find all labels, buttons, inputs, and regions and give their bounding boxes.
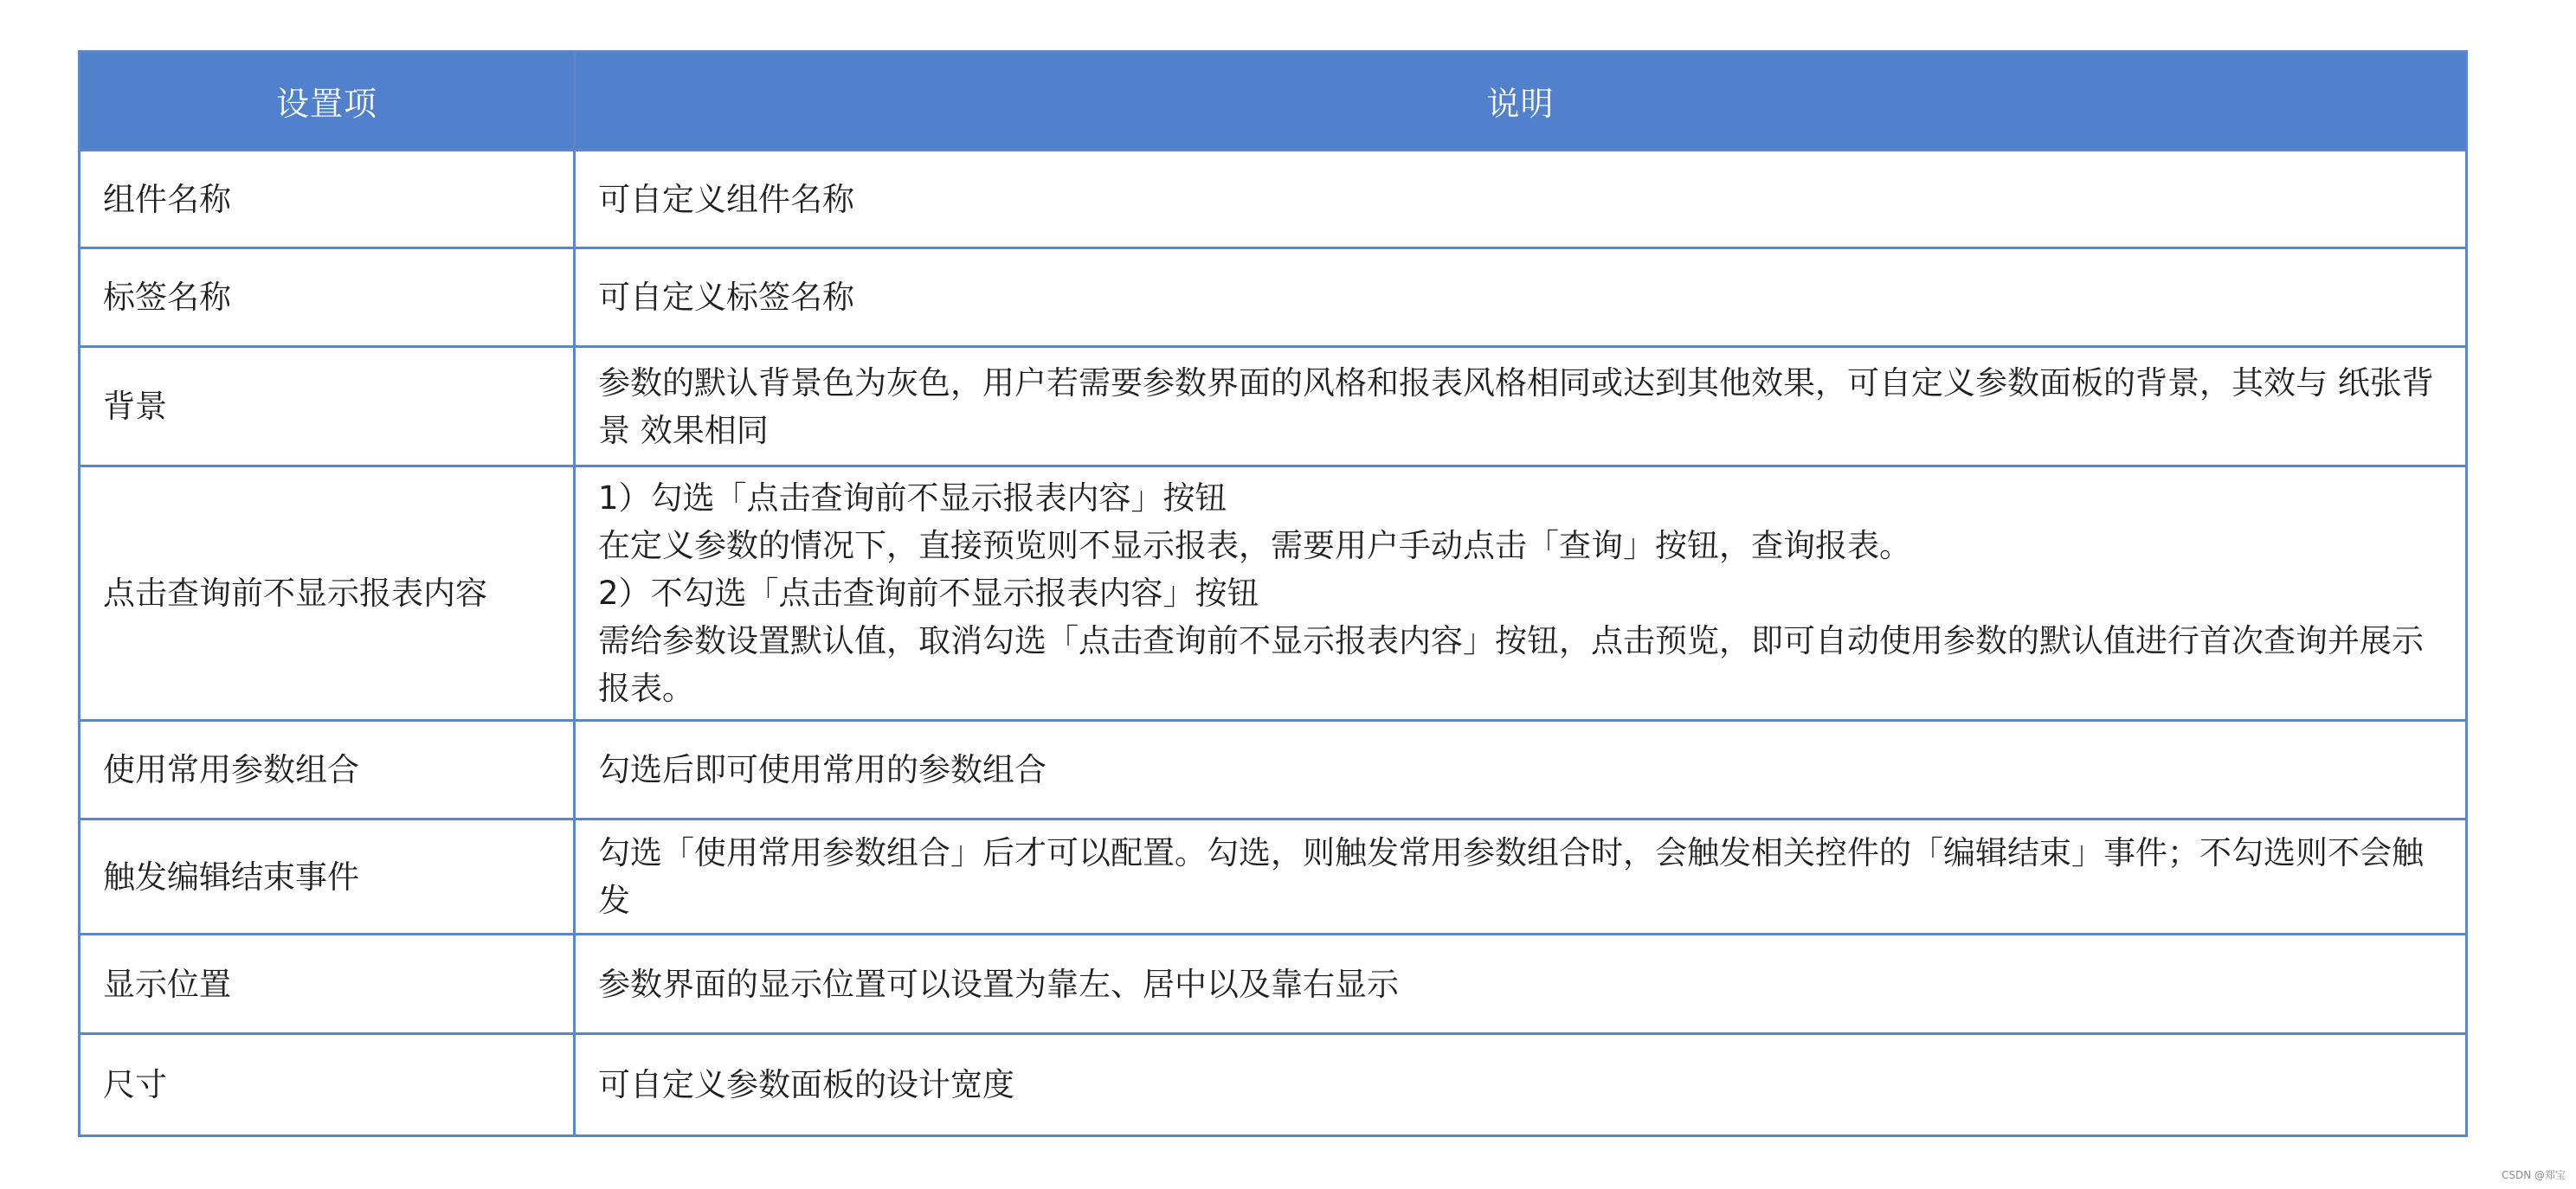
table-header-row <box>80 52 2467 151</box>
table-row <box>80 466 2467 721</box>
description-line: 1）勾选「点击查询前不显示报表内容」按钮 <box>598 479 1227 517</box>
description-line: 参数界面的显示位置可以设置为靠左、居中以及靠右显示 <box>598 965 1399 1003</box>
watermark-text: CSDN @郑宝 <box>2501 1169 2566 1181</box>
setting-description-cell <box>575 347 2467 466</box>
setting-description-cell <box>575 248 2467 347</box>
description-line: 勾选后即可使用常用的参数组合 <box>598 751 1046 788</box>
table-row <box>80 151 2467 248</box>
description-line: 需给参数设置默认值，取消勾选「点击查询前不显示报表内容」按钮，点击预览，即可自动使用参数的默认值进行首次查询并展示报表。 <box>598 622 2424 707</box>
setting-name-cell: 尺寸 <box>80 1034 575 1136</box>
setting-description-cell <box>575 935 2467 1034</box>
description-line: 2）不勾选「点击查询前不显示报表内容」按钮 <box>598 575 1259 612</box>
setting-name-cell: 使用常用参数组合 <box>80 721 575 819</box>
description-line: 参数的默认背景色为灰色，用户若需要参数界面的风格和报表风格相同或达到其他效果，可自定义参数面板的背景，其效与 纸张背景 效果相同 <box>598 363 2434 449</box>
setting-name-cell: 背景 <box>80 347 575 466</box>
setting-name-cell: 点击查询前不显示报表内容 <box>80 466 575 721</box>
description-line: 可自定义标签名称 <box>598 279 854 316</box>
setting-name-cell: 标签名称 <box>80 248 575 347</box>
header-setting-item: 设置项 <box>80 52 575 151</box>
setting-description-cell <box>575 721 2467 819</box>
settings-table <box>78 50 2468 1137</box>
description-line: 可自定义组件名称 <box>598 180 854 218</box>
description-line: 在定义参数的情况下，直接预览则不显示报表，需要用户手动点击「查询」按钮，查询报表。 <box>598 527 1911 564</box>
setting-name-cell: 显示位置 <box>80 935 575 1034</box>
setting-description-cell <box>575 819 2467 935</box>
header-description: 说明 <box>575 52 2467 151</box>
table-row <box>80 347 2467 466</box>
table-row <box>80 819 2467 935</box>
table-row <box>80 248 2467 347</box>
description-line: 勾选「使用常用参数组合」后才可以配置。勾选，则触发常用参数组合时，会触发相关控件的「编辑结束」事件；不勾选则不会触发 <box>598 834 2424 919</box>
settings-table-wrapper <box>78 50 2465 1137</box>
table-row <box>80 935 2467 1034</box>
setting-description-cell <box>575 466 2467 721</box>
description-line: 可自定义参数面板的设计宽度 <box>598 1066 1014 1103</box>
setting-name-cell: 触发编辑结束事件 <box>80 819 575 935</box>
setting-description-cell <box>575 1034 2467 1136</box>
table-row <box>80 1034 2467 1136</box>
table-row <box>80 721 2467 819</box>
setting-description-cell <box>575 151 2467 248</box>
setting-name-cell: 组件名称 <box>80 151 575 248</box>
